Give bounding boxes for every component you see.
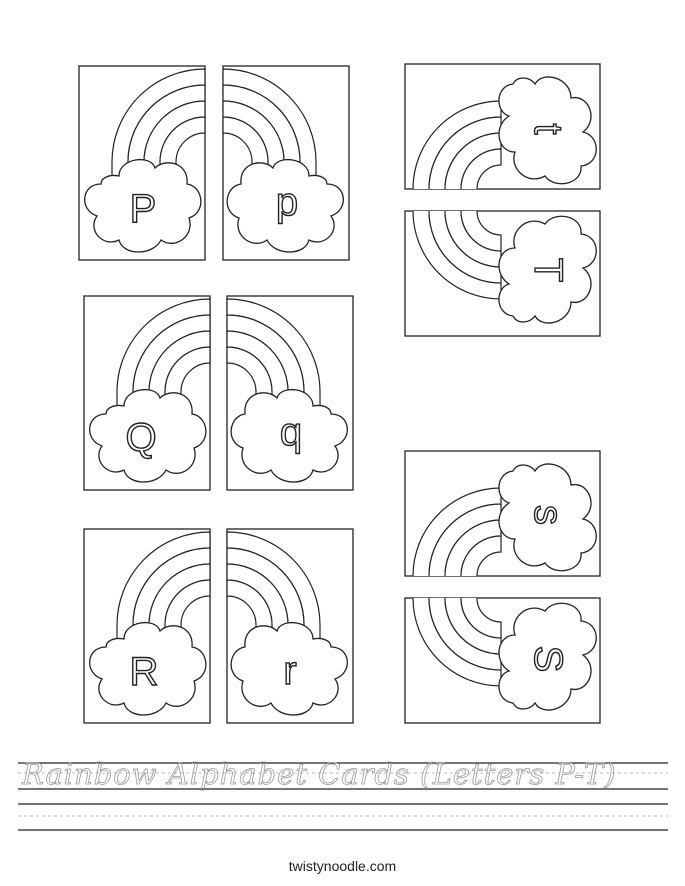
- card-q-right: [227, 296, 353, 490]
- letter-S: S: [526, 645, 570, 673]
- letter-s: s: [526, 505, 570, 525]
- footer-site[interactable]: twistynoodle.com: [288, 858, 397, 874]
- letter-P: P: [129, 187, 157, 231]
- letter-t: t: [526, 123, 570, 135]
- letter-R: R: [129, 650, 159, 694]
- letter-r: r: [283, 649, 297, 693]
- card-p-right: [223, 66, 349, 260]
- card-r-right: [227, 529, 353, 723]
- letter-q: q: [279, 410, 303, 454]
- letter-Q: Q: [125, 416, 157, 460]
- letter-p: p: [275, 180, 299, 224]
- letter-T: T: [526, 257, 570, 283]
- card-Q-left: [84, 296, 210, 490]
- worksheet-title: Rainbow Alphabet Cards (Letters P-T): [22, 757, 617, 791]
